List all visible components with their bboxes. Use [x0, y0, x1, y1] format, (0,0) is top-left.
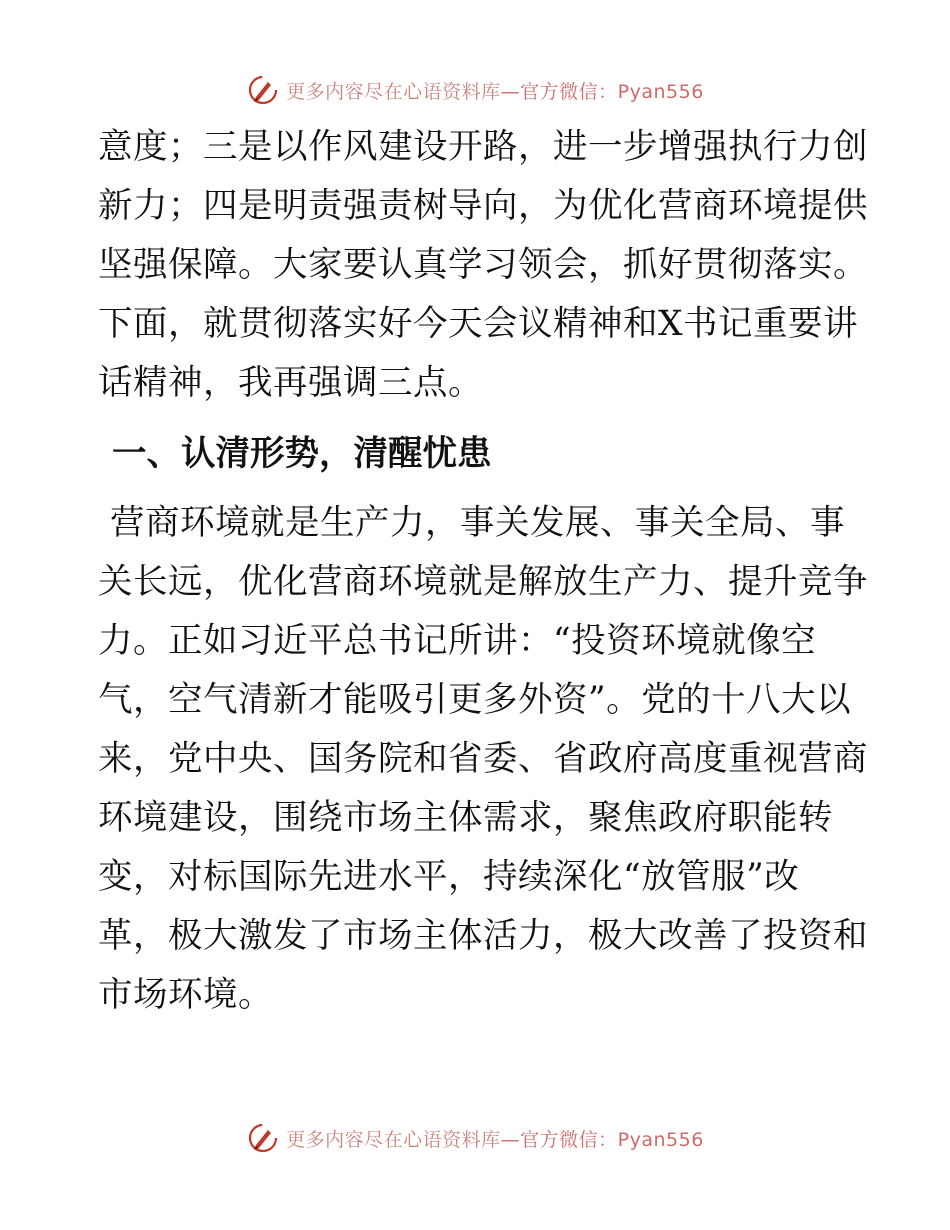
- footer-watermark: [0, 1118, 950, 1158]
- text-line: 环境建设，围绕市场主体需求，聚焦政府职能转: [98, 798, 833, 838]
- section-heading: 一、认清形势，清醒忧患: [112, 434, 492, 474]
- text-line: 力。正如习近平总书记所讲：“投资环境就像空: [98, 621, 817, 661]
- watermark-text: 更多内容尽在心语资料库: [286, 80, 501, 103]
- paragraph-1: [98, 118, 868, 413]
- text-line: 革，极大激发了市场主体活力，极大改善了投资和: [98, 916, 868, 956]
- text-line: 来，党中央、国务院和省委、省政府高度重视营商: [98, 739, 868, 779]
- document-body: [98, 118, 868, 1025]
- text-line: 话精神，我再强调三点。: [98, 363, 483, 403]
- text-line: 关长远，优化营商环境就是解放生产力、提升竞争: [98, 562, 868, 602]
- pen-logo-icon: [246, 73, 280, 107]
- text-line: 气，空气清新才能吸引更多外资”。党的十八大以: [98, 680, 852, 720]
- watermark-contact: —官方微信：Pyan556: [500, 80, 704, 103]
- text-line: 变，对标国际先进水平，持续深化“放管服”改: [98, 857, 800, 897]
- text-line: 意度；三是以作风建设开路，进一步增强执行力创: [98, 127, 868, 167]
- text-line: 坚强保障。大家要认真学习领会，抓好贯彻落实。: [98, 245, 868, 285]
- text-line: 下面，就贯彻落实好今天会议精神和X书记重要讲: [98, 304, 859, 344]
- text-line: 市场环境。: [98, 975, 273, 1015]
- paragraph-2: [98, 494, 868, 1025]
- text-line: 营商环境就是生产力，事关发展、事关全局、事: [110, 503, 845, 543]
- pen-logo-icon: [246, 1121, 280, 1155]
- text-line: 新力；四是明责强责树导向，为优化营商环境提供: [98, 186, 868, 226]
- header-watermark: [0, 70, 950, 110]
- watermark-text: 更多内容尽在心语资料库: [286, 1128, 501, 1151]
- watermark-contact: —官方微信：Pyan556: [500, 1128, 704, 1151]
